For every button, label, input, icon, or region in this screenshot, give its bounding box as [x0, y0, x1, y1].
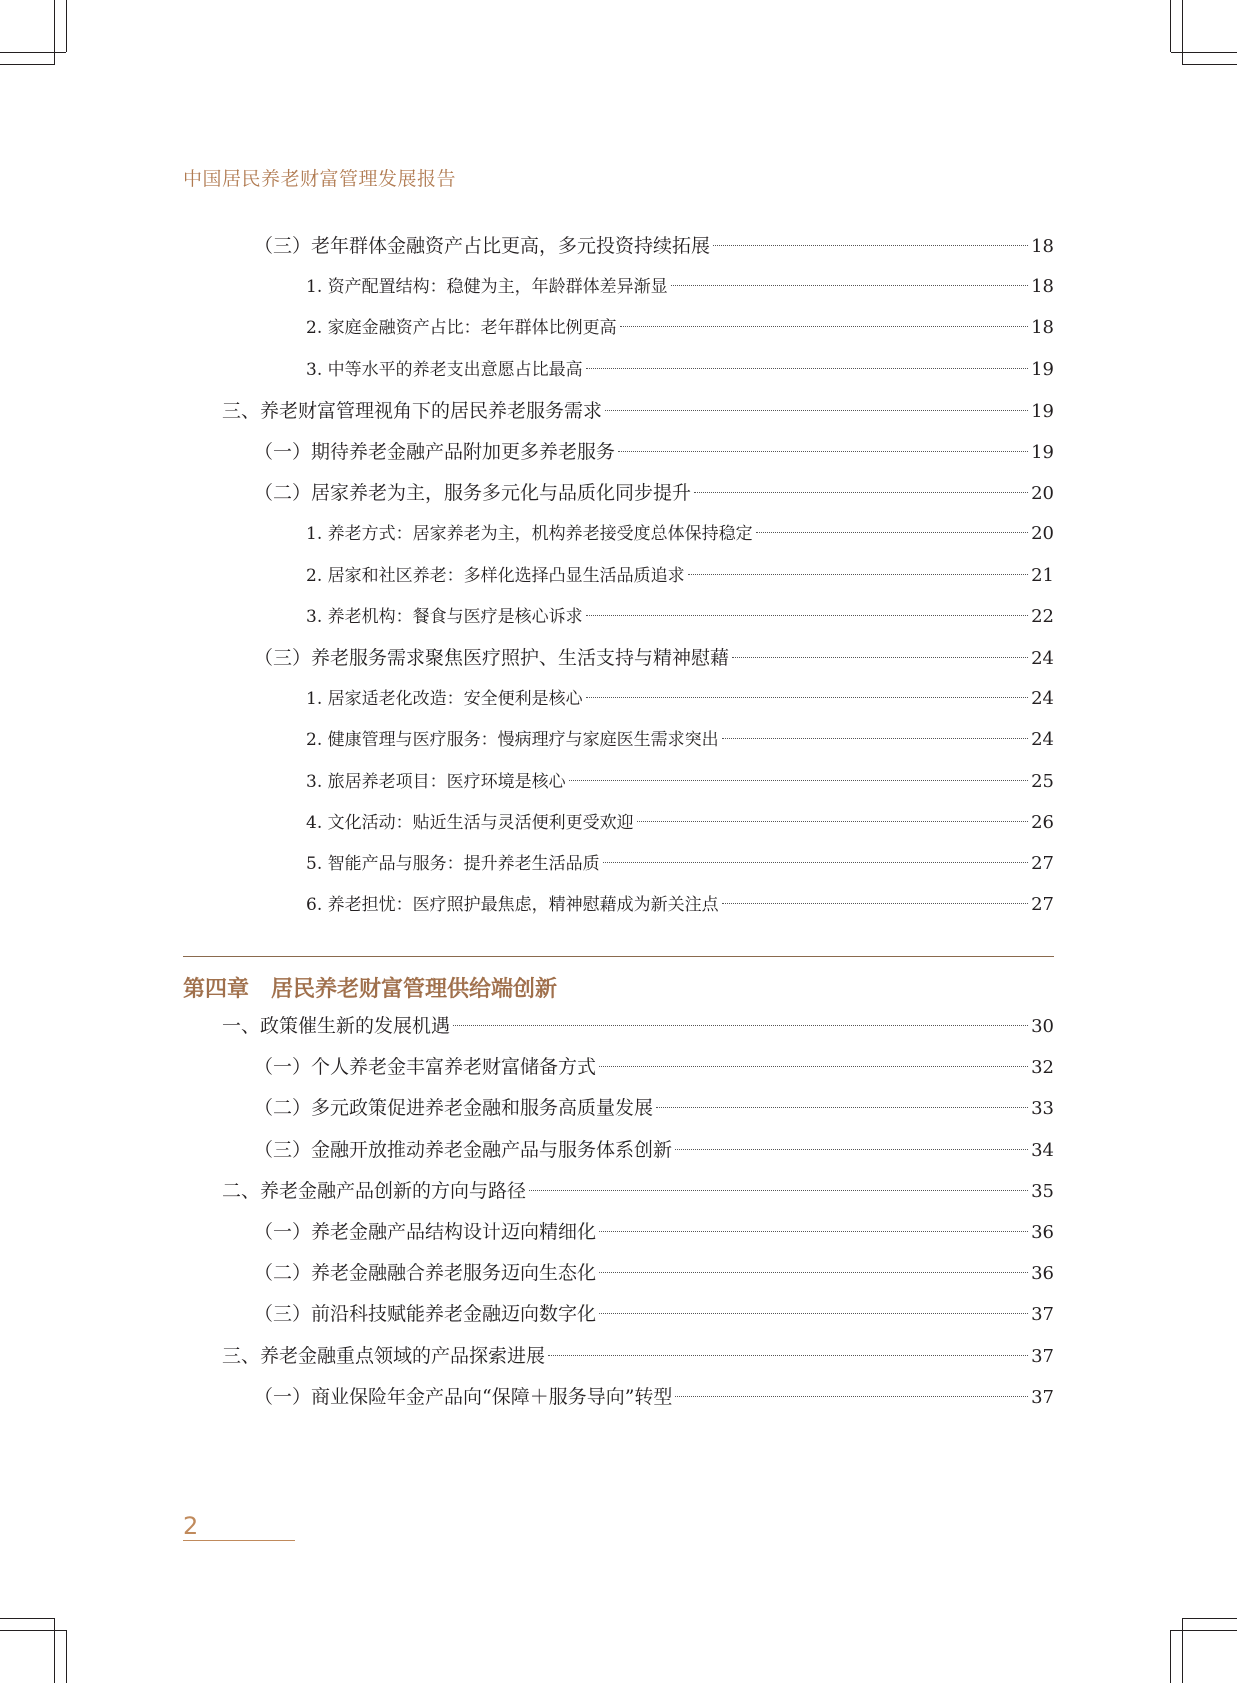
toc-entry-label: 三、养老财富管理视角下的居民养老服务需求 [222, 399, 603, 422]
toc-entry[interactable] [306, 355, 1054, 385]
toc-entry-label: （二）多元政策促进养老金融和服务高质量发展 [254, 1097, 654, 1120]
toc-entry-label: 5. 智能产品与服务：提升养老生活品质 [306, 854, 600, 874]
toc-leader-dots [603, 862, 1028, 863]
toc-entry-label: 2. 居家和社区养老：多样化选择凸显生活品质追求 [306, 565, 685, 586]
toc-entry-label: 三、养老金融重点领域的产品探索进展 [222, 1344, 546, 1367]
toc-entry-page: 19 [1031, 358, 1054, 380]
toc-entry-label: 4. 文化活动：贴近生活与灵活便利更受欢迎 [306, 812, 634, 833]
toc-entry-page: 22 [1031, 605, 1054, 627]
toc-entry-label: 1. 资产配置结构：稳健为主，年龄群体差异渐显 [306, 277, 668, 298]
toc-leader-dots [688, 574, 1028, 575]
toc-entry[interactable] [306, 684, 1054, 714]
toc-entry-page: 26 [1031, 811, 1054, 833]
toc-leader-dots [599, 1313, 1028, 1314]
toc-leader-dots [722, 738, 1028, 739]
toc-entry-page: 33 [1031, 1098, 1054, 1120]
toc-entry-page: 34 [1031, 1139, 1054, 1161]
toc-entry[interactable] [306, 849, 1054, 879]
toc-entry-label: （一）期待养老金融产品附加更多养老服务 [254, 441, 616, 463]
toc-entry-page: 25 [1031, 770, 1054, 792]
toc-entry-page: 24 [1031, 729, 1054, 751]
toc-entry[interactable] [306, 808, 1054, 838]
toc-leader-dots [586, 368, 1028, 369]
toc-leader-dots [453, 1025, 1028, 1026]
chapter-divider [183, 956, 1054, 957]
toc-leader-dots [722, 903, 1028, 904]
toc-entry-page: 36 [1031, 1222, 1054, 1243]
toc-entry-page: 18 [1031, 276, 1054, 298]
toc-entry-label: 1. 居家适老化改造：安全便利是核心 [306, 689, 583, 710]
toc-entry[interactable] [222, 1176, 1054, 1206]
toc-entry[interactable] [306, 767, 1054, 797]
toc-leader-dots [656, 1107, 1028, 1108]
toc-entry-page: 24 [1031, 648, 1054, 669]
toc-leader-dots [605, 410, 1028, 411]
toc-leader-dots [599, 1231, 1028, 1232]
toc-entry-label: 1. 养老方式：居家养老为主，机构养老接受度总体保持稳定 [306, 524, 753, 545]
toc-entry-label: （一）商业保险年金产品向“保障＋服务导向”转型 [254, 1385, 673, 1408]
page-number-rule [183, 1540, 295, 1541]
toc-leader-dots [599, 1272, 1028, 1273]
toc-entry[interactable] [254, 1382, 1054, 1412]
toc-entry-label: （三）老年群体金融资产占比更高，多元投资持续拓展 [254, 235, 711, 257]
toc-entry[interactable] [254, 478, 1054, 508]
toc-entry-page: 18 [1031, 317, 1054, 339]
toc-entry-label: （三）养老服务需求聚焦医疗照护、生活支持与精神慰藉 [254, 647, 730, 669]
toc-leader-dots [599, 1066, 1028, 1067]
toc-entry[interactable] [306, 725, 1054, 755]
page-number: 2 [183, 1512, 199, 1540]
toc-entry-page: 27 [1031, 853, 1054, 874]
toc-entry[interactable] [254, 437, 1054, 467]
toc-entry[interactable] [254, 643, 1054, 673]
toc-leader-dots [618, 451, 1028, 452]
toc-leader-dots [548, 1355, 1028, 1356]
toc-entry-label: （二）养老金融融合养老服务迈向生态化 [254, 1262, 597, 1285]
running-header-title: 中国居民养老财富管理发展报告 [183, 168, 457, 190]
toc-entry-label: 一、政策催生新的发展机遇 [222, 1015, 451, 1037]
toc-entry[interactable] [254, 1052, 1054, 1082]
toc-entry[interactable] [254, 1135, 1054, 1165]
toc-entry[interactable] [222, 1341, 1054, 1371]
toc-entry-page: 37 [1031, 1345, 1054, 1367]
toc-entry-page: 37 [1031, 1386, 1054, 1408]
toc-entry[interactable] [222, 396, 1054, 426]
toc-entry-label: （三）金融开放推动养老金融产品与服务体系创新 [254, 1138, 673, 1161]
toc-leader-dots [732, 657, 1028, 658]
toc-leader-dots [713, 245, 1028, 246]
toc-entry-page: 19 [1031, 442, 1054, 463]
toc-entry-page: 32 [1031, 1057, 1054, 1079]
toc-entry-label: （一）养老金融产品结构设计迈向精细化 [254, 1221, 597, 1243]
toc-entry-label: 3. 中等水平的养老支出意愿占比最高 [306, 359, 583, 380]
toc-leader-dots [586, 697, 1028, 698]
toc-entry-label: 6. 养老担忧：医疗照护最焦虑，精神慰藉成为新关注点 [306, 895, 719, 916]
toc-entry-page: 21 [1031, 564, 1054, 586]
toc-entry[interactable] [306, 272, 1054, 302]
toc-entry-label: 2. 健康管理与医疗服务：慢病理疗与家庭医生需求突出 [306, 730, 719, 751]
toc-entry[interactable] [254, 231, 1054, 261]
toc-entry-page: 37 [1031, 1304, 1054, 1326]
toc-entry[interactable] [306, 602, 1054, 632]
toc-leader-dots [756, 532, 1028, 533]
toc-entry-page: 30 [1031, 1016, 1054, 1037]
toc-leader-dots [620, 326, 1028, 327]
toc-entry[interactable] [254, 1217, 1054, 1247]
toc-entry-page: 36 [1031, 1263, 1054, 1285]
toc-entry-page: 20 [1031, 523, 1054, 545]
toc-leader-dots [529, 1190, 1028, 1191]
toc-entry[interactable] [254, 1299, 1054, 1329]
toc-entry-page: 18 [1031, 236, 1054, 257]
toc-entry-label: （二）居家养老为主，服务多元化与品质化同步提升 [254, 482, 692, 505]
toc-entry[interactable] [306, 313, 1054, 343]
toc-entry[interactable] [306, 519, 1054, 549]
toc-entry[interactable] [254, 1258, 1054, 1288]
chapter-number: 第四章 [183, 976, 250, 1002]
chapter-heading [183, 972, 557, 1003]
toc-entry-page: 20 [1031, 483, 1054, 505]
toc-leader-dots [586, 615, 1028, 616]
toc-entry-label: 3. 养老机构：餐食与医疗是核心诉求 [306, 606, 583, 627]
toc-entry-page: 27 [1031, 894, 1054, 916]
toc-leader-dots [675, 1396, 1028, 1397]
toc-entry[interactable] [222, 1011, 1054, 1041]
toc-leader-dots [569, 780, 1028, 781]
toc-leader-dots [694, 492, 1028, 493]
toc-entry[interactable] [306, 890, 1054, 920]
toc-entry-label: 2. 家庭金融资产占比：老年群体比例更高 [306, 318, 617, 339]
toc-entry-label: （一）个人养老金丰富养老财富储备方式 [254, 1056, 597, 1079]
toc-entry-page: 19 [1031, 400, 1054, 422]
toc-leader-dots [675, 1149, 1028, 1150]
toc-leader-dots [637, 821, 1028, 822]
toc-entry-page: 24 [1031, 688, 1054, 710]
toc-entry[interactable] [306, 561, 1054, 591]
toc-entry[interactable] [254, 1093, 1054, 1123]
toc-leader-dots [671, 285, 1028, 286]
toc-entry-label: （三）前沿科技赋能养老金融迈向数字化 [254, 1303, 597, 1326]
toc-entry-page: 35 [1031, 1180, 1054, 1202]
toc-entry-label: 3. 旅居养老项目：医疗环境是核心 [306, 771, 566, 792]
chapter-title-text: 居民养老财富管理供给端创新 [271, 976, 558, 1002]
toc-entry-label: 二、养老金融产品创新的方向与路径 [222, 1179, 527, 1202]
